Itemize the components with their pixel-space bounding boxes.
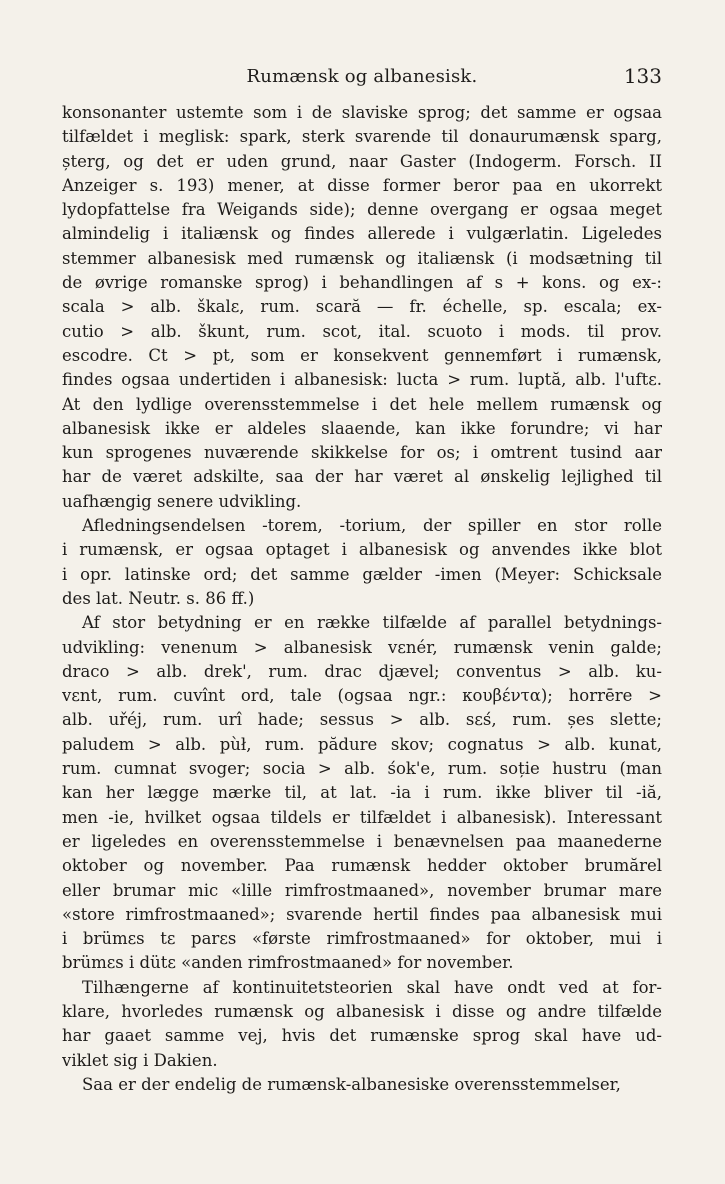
text-line: At den lydlige overensstemmelse i det hele mellem rumænsk og [62, 394, 662, 414]
text-line: «store rimfrostmaaned»; svarende hertil findes paa albanesisk mui [62, 904, 662, 924]
text-line: men -ie, hvilket ogsaa tildels er tilfældet i albanesisk). Interessant [62, 807, 662, 827]
text-line: har gaaet samme vej, hvis det rumænske sprog skal have ud- [62, 1026, 662, 1046]
text-line: har de været adskilte, saa der har været al ønskelig lejlighed til [62, 467, 662, 487]
text-line: viklet sig i Dakien. [62, 1050, 218, 1070]
text-line: scala > alb. škalε, rum. scară — fr. échelle, sp. escala; ex- [62, 297, 662, 317]
text-line: tilfældet i meglisk: spark, sterk svarende til donaurumænsk sparg, [62, 127, 662, 147]
text-line: lydopfattelse fra Weigands side); denne overgang er ogsaa meget [62, 200, 662, 220]
page-number: 133 [623, 64, 662, 88]
text-line: eller brumar mic «lille rimfrostmaaned», november brumar mare [62, 880, 662, 900]
paragraph [62, 976, 662, 1073]
paragraph [62, 611, 662, 975]
paragraph [62, 514, 662, 611]
text-line: rum. cumnat svoger; socia > alb. śok'e, rum. soție hustru (man [62, 759, 662, 779]
text-line: stemmer albanesisk med rumænsk og italiænsk (i modsætning til [62, 248, 662, 268]
text-line: Anzeiger s. 193) mener, at disse former beror paa en ukorrekt [62, 175, 662, 195]
text-line: oktober og november. Paa rumænsk hedder oktober brumărel [62, 856, 662, 876]
text-line: Af stor betydning er en række tilfælde af parallel betydnings- [82, 613, 662, 633]
text-line: konsonanter ustemte som i de slaviske sprog; det samme er ogsaa [62, 103, 662, 122]
text-line: paludem > alb. pùł, rum. pădure skov; cognatus > alb. kunat, [62, 734, 662, 754]
body-text [62, 101, 662, 1097]
text-line: draco > alb. drek', rum. drac djævel; conventus > alb. ku- [62, 661, 662, 681]
text-line: i brümεs tε parεs «første rimfrostmaaned» for oktober, mui i [62, 929, 662, 949]
text-line: Afledningsendelsen -torem, -torium, der spiller en stor rolle [82, 516, 662, 536]
text-line: kan her lægge mærke til, at lat. -ia i rum. ikke bliver til -iă, [62, 783, 662, 803]
text-line: er ligeledes en overensstemmelse i benævnelsen paa maanederne [62, 831, 662, 851]
text-line: alb. uřéj, rum. urî hade; sessus > alb. sεś, rum. șes slette; [62, 710, 662, 730]
text-line: Saa er der endelig de rumænsk-albanesiske overensstemmelser, [82, 1074, 621, 1094]
text-line: i rumænsk, er ogsaa optaget i albanesisk og anvendes ikke blot [62, 540, 662, 560]
text-line: brümεs i dütε «anden rimfrostmaaned» for november. [62, 953, 514, 973]
running-title: Rumænsk og albanesisk. [246, 66, 478, 87]
text-line: cutio > alb. škunt, rum. scot, ital. scuoto i mods. til prov. [62, 321, 662, 341]
text-line: klare, hvorledes rumænsk og albanesisk i disse og andre tilfælde [62, 1001, 662, 1021]
text-line: vεnt, rum. cuvînt ord, tale (ogsaa ngr.: κουβέντα); horrēre > [62, 686, 662, 706]
text-line: de øvrige romanske sprog) i behandlingen af s + kons. og ex-: [62, 273, 662, 293]
text-line: Tilhængerne af kontinuitetsteorien skal have ondt ved at for- [82, 977, 662, 997]
text-line: albanesisk ikke er aldeles slaaende, kan ikke forundre; vi har [62, 418, 662, 438]
text-line: almindelig i italiænsk og findes allerede i vulgærlatin. Ligeledes [62, 224, 662, 244]
page-header [62, 60, 662, 90]
text-line: udvikling: venenum > albanesisk vεnér, rumænsk venin galde; [62, 637, 662, 657]
text-line: șterg, og det er uden grund, naar Gaster (Indogerm. Forsch. II [62, 151, 662, 171]
text-line: des lat. Neutr. s. 86 ff.) [62, 588, 255, 608]
text-line: findes ogsaa undertiden i albanesisk: lucta > rum. luptă, alb. l'uftε. [62, 370, 662, 390]
text-line: kun sprogenes nuværende skikkelse for os; i omtrent tusind aar [62, 443, 662, 463]
text-line: uafhængig senere udvikling. [62, 491, 302, 511]
text-line: i opr. latinske ord; det samme gælder -imen (Meyer: Schicksale [62, 564, 662, 584]
paragraph [62, 1073, 662, 1097]
text-line: escodre. Ct > pt, som er konsekvent gennemført i rumænsk, [62, 345, 662, 365]
paragraph [62, 101, 662, 514]
